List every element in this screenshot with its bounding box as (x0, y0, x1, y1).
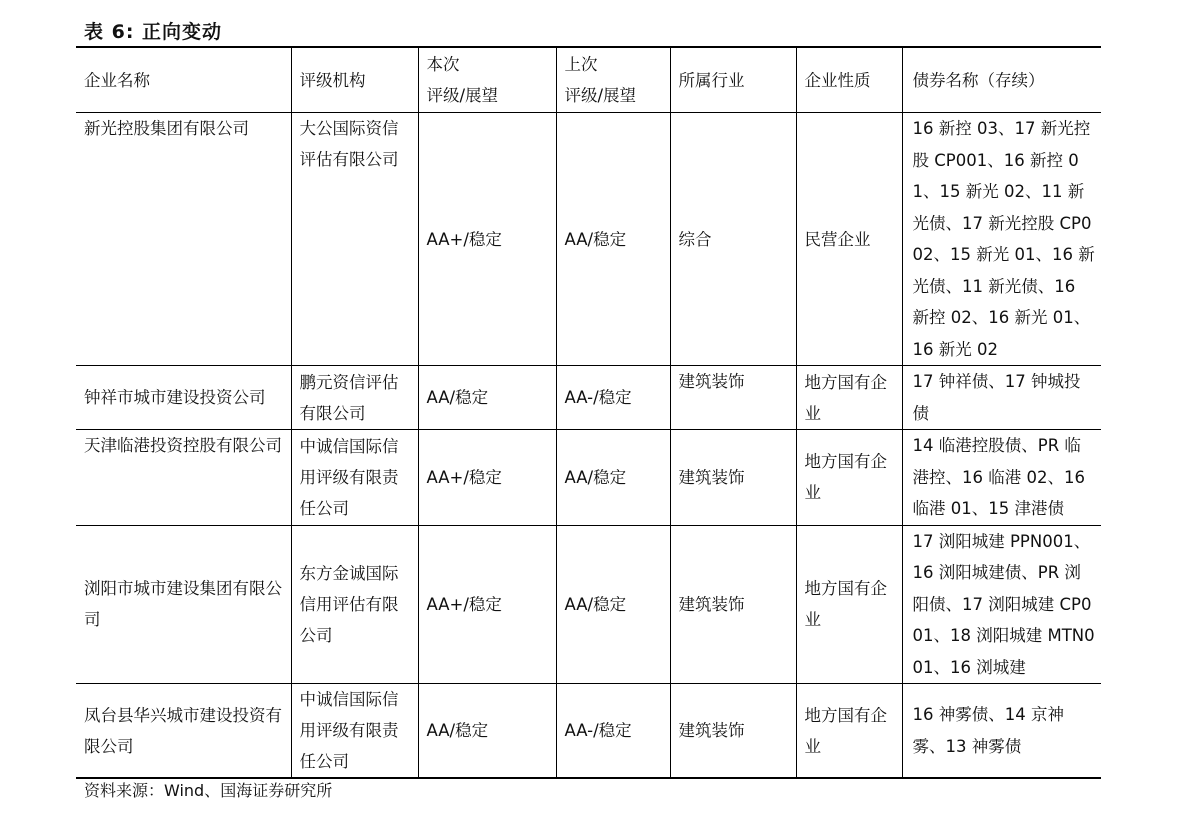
previous-rating: AA/稳定 (556, 525, 670, 684)
company-name: 天津临港投资控股有限公司 (76, 430, 291, 526)
table-row (76, 430, 1101, 526)
rating-agency: 中诚信国际信用评级有限责任公司 (291, 430, 418, 526)
rating-agency: 大公国际资信评估有限公司 (291, 113, 418, 366)
industry: 综合 (670, 113, 796, 366)
enterprise-nature: 地方国有企业 (796, 366, 902, 430)
bond-names: 16 神雾债、14 京神雾、13 神雾债 (902, 684, 1101, 779)
rating-agency: 中诚信国际信用评级有限责任公司 (291, 684, 418, 779)
current-rating: AA+/稳定 (418, 430, 556, 526)
industry: 建筑装饰 (670, 525, 796, 684)
rating-agency: 东方金诚国际信用评估有限公司 (291, 525, 418, 684)
current-rating: AA+/稳定 (418, 525, 556, 684)
industry: 建筑装饰 (670, 366, 796, 430)
enterprise-nature: 地方国有企业 (796, 684, 902, 779)
industry: 建筑装饰 (670, 430, 796, 526)
header-row (76, 47, 1101, 113)
table-row (76, 366, 1101, 430)
header-nature: 企业性质 (796, 47, 902, 113)
current-rating: AA+/稳定 (418, 113, 556, 366)
header-previous-rating: 上次 评级/展望 (556, 47, 670, 113)
company-name: 浏阳市城市建设集团有限公司 (76, 525, 291, 684)
rating-agency: 鹏元资信评估有限公司 (291, 366, 418, 430)
table-row (76, 525, 1101, 684)
company-name: 钟祥市城市建设投资公司 (76, 366, 291, 430)
rating-change-table (76, 46, 1101, 779)
source-note: 资料来源：Wind、国海证券研究所 (84, 781, 333, 800)
header-bonds: 债券名称（存续） (902, 47, 1101, 113)
bond-names: 14 临港控股债、PR 临港控、16 临港 02、16 临港 01、15 津港债 (902, 430, 1101, 526)
header-company: 企业名称 (76, 47, 291, 113)
header-current-rating: 本次 评级/展望 (418, 47, 556, 113)
header-agency: 评级机构 (291, 47, 418, 113)
current-rating: AA/稳定 (418, 366, 556, 430)
previous-rating: AA/稳定 (556, 430, 670, 526)
table-row (76, 684, 1101, 779)
previous-rating: AA-/稳定 (556, 366, 670, 430)
table-title: 表 6: 正向变动 (84, 21, 223, 43)
enterprise-nature: 民营企业 (796, 113, 902, 366)
company-name: 新光控股集团有限公司 (76, 113, 291, 366)
current-rating: AA/稳定 (418, 684, 556, 779)
previous-rating: AA/稳定 (556, 113, 670, 366)
company-name: 凤台县华兴城市建设投资有限公司 (76, 684, 291, 779)
bond-names: 17 钟祥债、17 钟城投债 (902, 366, 1101, 430)
industry: 建筑装饰 (670, 684, 796, 779)
header-industry: 所属行业 (670, 47, 796, 113)
bond-names: 17 浏阳城建 PPN001、16 浏阳城建债、PR 浏阳债、17 浏阳城建 CP001、18 浏阳城建 MTN001、16 浏城建 (902, 525, 1101, 684)
bond-names: 16 新控 03、17 新光控股 CP001、16 新控 01、15 新光 02、11 新光债、17 新光控股 CP002、15 新光 01、16 新光债、11 新光债、16 新控 02、16 新光 01、16 新光 02 (902, 113, 1101, 366)
table-row (76, 113, 1101, 366)
enterprise-nature: 地方国有企业 (796, 430, 902, 526)
previous-rating: AA-/稳定 (556, 684, 670, 779)
enterprise-nature: 地方国有企业 (796, 525, 902, 684)
